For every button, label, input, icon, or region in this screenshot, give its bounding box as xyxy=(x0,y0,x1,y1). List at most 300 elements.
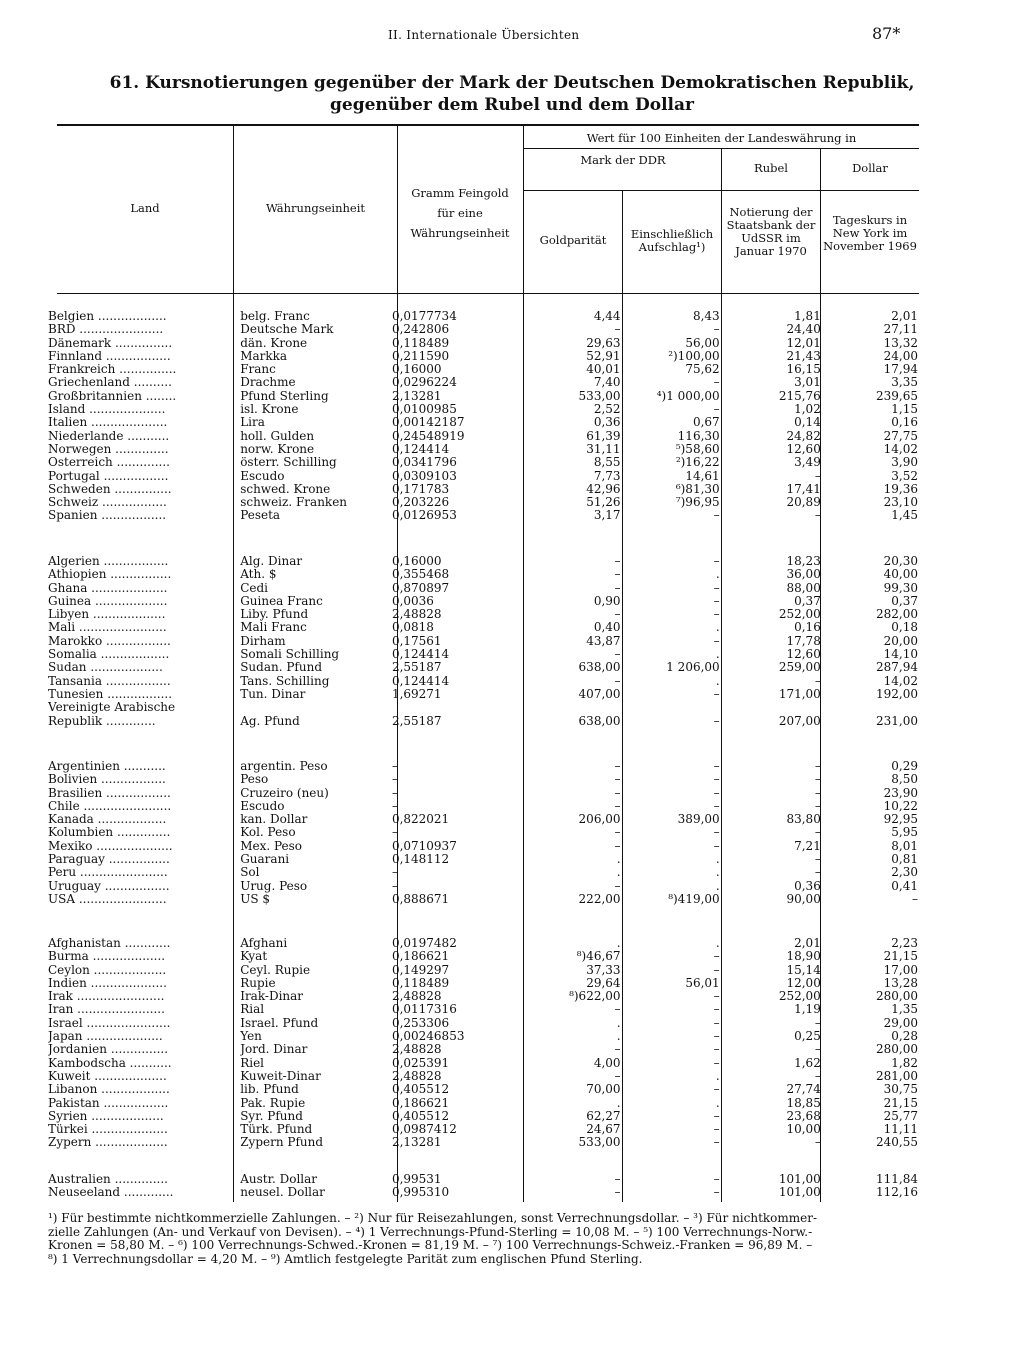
gramm-cell: – xyxy=(391,786,398,800)
goldparitaet-cell: – xyxy=(614,323,621,337)
goldparitaet-cell: . xyxy=(616,937,621,950)
gramm-cell: 0,995310 xyxy=(391,1186,450,1200)
title-line-1: 61. Kursnotierungen gegenüber der Mark der Deutschen Demokratischen Republik, xyxy=(109,73,915,93)
rubel-cell: 0,36 xyxy=(794,879,821,893)
land-cell: Irak ....................... xyxy=(48,990,165,1004)
dollar-cell: 2,01 xyxy=(891,310,918,323)
table-row xyxy=(48,1136,918,1149)
waehrung-cell: Kyat xyxy=(240,950,268,964)
aufschlag-cell: 1 206,00 xyxy=(666,661,720,675)
waehrung-cell: isl. Krone xyxy=(240,403,299,417)
rubel-cell: – xyxy=(814,469,821,483)
table-row xyxy=(48,787,918,800)
goldparitaet-cell: 62,27 xyxy=(586,1109,621,1123)
table-title xyxy=(0,72,1024,116)
goldparitaet-cell: 61,39 xyxy=(586,429,621,443)
waehrung-cell: Mex. Peso xyxy=(240,839,303,853)
dollar-cell: 23,90 xyxy=(883,786,918,800)
rubel-cell: 27,74 xyxy=(786,1083,821,1097)
land-cell: Norwegen .............. xyxy=(48,442,169,456)
waehrung-cell: Kuweit-Dinar xyxy=(240,1069,321,1083)
waehrung-cell: schwed. Krone xyxy=(240,482,331,496)
goldparitaet-cell: – xyxy=(614,1173,621,1186)
waehrung-cell xyxy=(240,701,392,714)
title-line-2: gegenüber dem Rubel und dem Dollar xyxy=(330,95,694,115)
waehrung-cell: Peseta xyxy=(240,509,281,523)
col-header-gramm: Gramm Feingold für eine Währungseinheit xyxy=(410,186,510,240)
goldparitaet-cell: – xyxy=(614,648,621,662)
gramm-cell: 0,99531 xyxy=(391,1173,442,1186)
waehrung-cell: Cedi xyxy=(240,581,269,595)
goldparitaet-cell: 37,33 xyxy=(586,963,621,977)
land-cell: BRD ...................... xyxy=(48,323,164,337)
table-row xyxy=(48,866,918,879)
waehrung-cell: lib. Pfund xyxy=(240,1083,299,1097)
table-row xyxy=(48,483,918,496)
rubel-cell: 215,76 xyxy=(778,389,821,403)
footnote-line: ¹) Für bestimmte nichtkommerzielle Zahlungen. – ²) Nur für Reisezahlungen, sonst Verrechnungsdollar. – ³) Für nichtkommer- xyxy=(48,1211,818,1225)
goldparitaet-cell: 0,40 xyxy=(593,621,621,635)
rubel-cell: – xyxy=(814,1043,821,1057)
table-row xyxy=(48,1057,918,1070)
waehrung-cell: Rupie xyxy=(240,976,276,990)
rubel-cell: 15,14 xyxy=(786,963,821,977)
aufschlag-cell: 0,67 xyxy=(692,416,720,430)
aufschlag-cell: – xyxy=(713,634,720,648)
dollar-cell: 20,30 xyxy=(883,555,918,568)
gramm-cell: 0,16000 xyxy=(391,363,442,377)
aufschlag-cell: – xyxy=(713,1030,720,1044)
aufschlag-cell: 116,30 xyxy=(677,429,720,443)
goldparitaet-cell: 31,11 xyxy=(586,442,621,456)
aufschlag-cell: 8,43 xyxy=(692,310,720,323)
table-row xyxy=(48,430,918,443)
aufschlag-cell: – xyxy=(713,1083,720,1097)
land-cell: Iran ....................... xyxy=(48,1003,165,1017)
waehrung-cell: dän. Krone xyxy=(240,336,308,350)
land-cell: Österreich .............. xyxy=(48,456,170,470)
land-cell: Uruguay ................. xyxy=(48,879,170,893)
land-cell: Ghana .................... xyxy=(48,581,168,595)
gramm-cell: 0,00142187 xyxy=(391,416,465,430)
waehrung-cell: Markka xyxy=(240,349,288,363)
table-row xyxy=(48,1097,918,1110)
land-cell: Burma ................... xyxy=(48,950,166,964)
rubel-cell: 252,00 xyxy=(778,990,821,1004)
aufschlag-cell: . xyxy=(715,568,720,582)
waehrung-cell: Lira xyxy=(240,416,265,430)
table-row xyxy=(48,701,918,714)
rubel-cell: 16,15 xyxy=(786,363,821,377)
land-cell: Syrien ................... xyxy=(48,1109,164,1123)
land-cell: Guinea ................... xyxy=(48,594,168,608)
land-cell: Kanada .................. xyxy=(48,813,167,827)
rubel-cell: – xyxy=(814,1069,821,1083)
gramm-cell: 2,55187 xyxy=(391,714,442,728)
waehrung-cell: Austr. Dollar xyxy=(240,1173,318,1186)
gramm-cell: 2,55187 xyxy=(391,661,442,675)
land-cell: Australien .............. xyxy=(48,1173,168,1186)
goldparitaet-cell: 638,00 xyxy=(578,661,621,675)
land-cell: Paraguay ................ xyxy=(48,853,170,867)
waehrung-cell: Kol. Peso xyxy=(240,826,296,840)
aufschlag-cell: . xyxy=(715,674,720,688)
gramm-cell: – xyxy=(391,773,398,787)
table-row xyxy=(48,675,918,688)
gramm-cell: 0,118489 xyxy=(391,976,450,990)
waehrung-cell: US $ xyxy=(240,892,270,906)
dollar-cell: 0,81 xyxy=(891,853,918,867)
aufschlag-cell: – xyxy=(713,799,720,813)
table-row xyxy=(48,688,918,701)
aufschlag-cell: – xyxy=(713,963,720,977)
col-header-notierung: Notierung der Staatsbank der UdSSR im Januar 1970 xyxy=(726,205,816,258)
gramm-cell: 0,0341796 xyxy=(391,456,457,470)
table-group-oceania xyxy=(48,1173,918,1200)
gramm-cell: 2,48828 xyxy=(391,608,442,622)
waehrung-cell: Peso xyxy=(240,773,269,787)
land-cell: Peru ....................... xyxy=(48,866,168,880)
land-cell: Vereinigte Arabische xyxy=(48,701,176,715)
aufschlag-cell: ⁷)96,95 xyxy=(675,496,720,510)
aufschlag-cell: – xyxy=(713,1186,720,1200)
table-row xyxy=(48,853,918,866)
col-header-waehrung: Währungseinheit xyxy=(265,201,366,215)
aufschlag-cell: – xyxy=(713,826,720,840)
dollar-cell: 0,28 xyxy=(891,1030,918,1044)
waehrung-cell: Liby. Pfund xyxy=(240,608,309,622)
table-row xyxy=(48,950,918,963)
aufschlag-cell: – xyxy=(713,687,720,701)
aufschlag-cell: – xyxy=(713,1016,720,1030)
dollar-cell: 92,95 xyxy=(883,813,918,827)
dollar-cell: 0,37 xyxy=(891,594,918,608)
rubel-cell: 1,62 xyxy=(794,1056,821,1070)
aufschlag-cell: – xyxy=(713,555,720,568)
table-row xyxy=(48,416,918,429)
land-cell: Tunesien ................. xyxy=(48,687,173,701)
land-cell: Israel ...................... xyxy=(48,1016,171,1030)
col-header-land: Land xyxy=(130,201,160,215)
table-row xyxy=(48,715,918,728)
waehrung-cell: Urug. Peso xyxy=(240,879,308,893)
waehrung-cell: Pfund Sterling xyxy=(240,389,329,403)
aufschlag-cell: . xyxy=(715,648,720,662)
goldparitaet-cell: 42,96 xyxy=(586,482,621,496)
dollar-cell: 287,94 xyxy=(876,661,918,675)
waehrung-cell: Deutsche Mark xyxy=(240,323,334,337)
aufschlag-cell: ⁵)58,60 xyxy=(675,442,720,456)
aufschlag-cell: – xyxy=(713,376,720,390)
goldparitaet-cell: 222,00 xyxy=(578,892,621,906)
rubel-cell: 20,89 xyxy=(786,496,821,510)
col-header-rubel: Rubel xyxy=(754,161,788,175)
rubel-cell: 0,37 xyxy=(794,594,821,608)
gramm-cell: 0,186621 xyxy=(391,950,450,964)
aufschlag-cell: – xyxy=(713,773,720,787)
gramm-cell: 2,48828 xyxy=(391,1043,442,1057)
goldparitaet-cell: 70,00 xyxy=(586,1083,621,1097)
aufschlag-cell: . xyxy=(715,1096,720,1110)
gramm-cell: 0,118489 xyxy=(391,336,450,350)
rubel-cell: 83,80 xyxy=(786,813,821,827)
aufschlag-cell: ⁴)1 000,00 xyxy=(656,389,720,403)
dollar-cell: 20,00 xyxy=(883,634,918,648)
table-row xyxy=(48,350,918,363)
gramm-cell: 0,124414 xyxy=(391,648,450,662)
land-cell: Niederlande ........... xyxy=(48,429,170,443)
aufschlag-cell: – xyxy=(713,323,720,337)
gramm-cell: 0,186621 xyxy=(391,1096,450,1110)
gramm-cell: 0,171783 xyxy=(391,482,450,496)
gramm-cell: 0,405512 xyxy=(391,1083,450,1097)
waehrung-cell: belg. Franc xyxy=(240,310,310,323)
aufschlag-cell: 75,62 xyxy=(685,363,720,377)
table-row xyxy=(48,1083,918,1096)
goldparitaet-cell: – xyxy=(614,568,621,582)
rubel-cell: – xyxy=(814,760,821,773)
rubel-cell: 0,14 xyxy=(794,416,821,430)
gramm-cell: 0,148112 xyxy=(391,853,450,867)
rubel-cell: 1,02 xyxy=(794,403,821,417)
gramm-cell: 0,17561 xyxy=(391,634,442,648)
header-bottom-rule xyxy=(57,293,919,294)
rubel-cell: 3,49 xyxy=(794,456,821,470)
rubel-cell: 18,23 xyxy=(786,555,821,568)
dollar-cell xyxy=(821,701,918,714)
goldparitaet-cell: – xyxy=(614,760,621,773)
rubel-cell: – xyxy=(814,674,821,688)
gramm-cell: 0,0100985 xyxy=(391,403,457,417)
waehrung-cell: kan. Dollar xyxy=(240,813,308,827)
dollar-cell: 30,75 xyxy=(883,1083,918,1097)
dollar-cell: 17,94 xyxy=(883,363,918,377)
dollar-cell: 111,84 xyxy=(876,1173,918,1186)
goldparitaet-cell: 4,44 xyxy=(593,310,621,323)
gramm-cell: 0,870897 xyxy=(391,581,450,595)
aufschlag-cell: – xyxy=(713,839,720,853)
goldparitaet-cell: 7,40 xyxy=(593,376,621,390)
gramm-cell: 0,124414 xyxy=(391,442,450,456)
land-cell: Jordanien ............... xyxy=(48,1043,169,1057)
rubel-cell: – xyxy=(814,853,821,867)
table-row xyxy=(48,1017,918,1030)
rubel-cell: 24,40 xyxy=(786,323,821,337)
table-row xyxy=(48,661,918,674)
land-cell: Portugal ................. xyxy=(48,469,169,483)
gramm-cell: – xyxy=(391,799,398,813)
goldparitaet-cell: 638,00 xyxy=(578,714,621,728)
table-row xyxy=(48,390,918,403)
gramm-cell: 0,203226 xyxy=(391,496,450,510)
goldparitaet-cell: – xyxy=(614,773,621,787)
goldparitaet-cell: 40,01 xyxy=(586,363,621,377)
waehrung-cell: Escudo xyxy=(240,469,285,483)
waehrung-cell: Äth. $ xyxy=(240,568,277,582)
aufschlag-cell: – xyxy=(713,1173,720,1186)
goldparitaet-cell: – xyxy=(614,1186,621,1200)
land-cell: Italien .................... xyxy=(48,416,168,430)
waehrung-cell: Riel xyxy=(240,1056,265,1070)
table-row xyxy=(48,937,918,950)
land-cell: Zypern ................... xyxy=(48,1136,168,1150)
goldparitaet-cell xyxy=(521,701,620,714)
rubel-cell: 259,00 xyxy=(778,661,821,675)
land-cell: Kolumbien .............. xyxy=(48,826,171,840)
aufschlag-cell: . xyxy=(715,621,720,635)
rubel-cell: 18,90 xyxy=(786,950,821,964)
goldparitaet-cell: 7,73 xyxy=(593,469,621,483)
gramm-cell: 0,253306 xyxy=(391,1016,450,1030)
table-row xyxy=(48,977,918,990)
goldparitaet-cell: – xyxy=(614,1069,621,1083)
dollar-cell: 3,90 xyxy=(891,456,918,470)
waehrung-cell: Mali Franc xyxy=(240,621,307,635)
table-row xyxy=(48,1043,918,1056)
dollar-cell: 23,10 xyxy=(883,496,918,510)
aufschlag-cell: – xyxy=(713,403,720,417)
waehrung-cell: Drachme xyxy=(240,376,296,390)
land-cell: Somalia .................. xyxy=(48,648,170,662)
footnotes xyxy=(48,1212,923,1266)
table-row xyxy=(48,880,918,893)
goldparitaet-cell: ⁸)46,67 xyxy=(576,950,621,964)
dollar-cell: 40,00 xyxy=(883,568,918,582)
land-cell: Algerien ................. xyxy=(48,555,169,568)
rubel-cell: 101,00 xyxy=(778,1173,821,1186)
goldparitaet-cell: – xyxy=(614,839,621,853)
dollar-cell: 1,15 xyxy=(891,403,918,417)
rubel-cell: 90,00 xyxy=(786,892,821,906)
land-cell: Japan .................... xyxy=(48,1030,163,1044)
rubel-cell: 0,16 xyxy=(794,621,821,635)
gramm-cell: 2,48828 xyxy=(391,990,442,1004)
running-header: II. Internationale Übersichten xyxy=(388,28,580,42)
land-cell: Libanon .................. xyxy=(48,1083,170,1097)
table-row xyxy=(48,608,918,621)
gramm-cell: 0,00246853 xyxy=(391,1030,465,1044)
land-cell: Äthiopien ................ xyxy=(48,568,172,582)
rubel-cell: 17,41 xyxy=(786,482,821,496)
land-cell: Kuweit ................... xyxy=(48,1069,167,1083)
aufschlag-cell: 56,00 xyxy=(685,336,720,350)
rubel-cell: 207,00 xyxy=(778,714,821,728)
aufschlag-cell: 14,61 xyxy=(685,469,720,483)
goldparitaet-cell: – xyxy=(614,674,621,688)
land-cell: Neuseeland ............. xyxy=(48,1186,174,1200)
dollar-cell: 0,16 xyxy=(891,416,918,430)
col-header-gold: Goldparität xyxy=(539,233,607,247)
dollar-cell: 14,02 xyxy=(883,674,918,688)
table-row xyxy=(48,376,918,389)
land-cell: Spanien ................. xyxy=(48,509,167,523)
aufschlag-cell: – xyxy=(713,1123,720,1137)
goldparitaet-cell: 29,64 xyxy=(586,976,621,990)
land-cell: Sudan ................... xyxy=(48,661,163,675)
goldparitaet-cell: 0,90 xyxy=(593,594,621,608)
aufschlag-cell: – xyxy=(713,509,720,523)
dollar-cell: 99,30 xyxy=(883,581,918,595)
rubel-cell: 12,00 xyxy=(786,976,821,990)
goldparitaet-cell: 206,00 xyxy=(578,813,621,827)
aufschlag-cell: . xyxy=(715,879,720,893)
table-row xyxy=(48,470,918,483)
waehrung-cell: Dirham xyxy=(240,634,286,648)
rubel-cell: 21,43 xyxy=(786,349,821,363)
land-cell: Indien .................... xyxy=(48,976,167,990)
goldparitaet-cell: . xyxy=(616,866,621,880)
rubel-cell: 2,01 xyxy=(794,937,821,950)
aufschlag-cell: . xyxy=(715,866,720,880)
waehrung-cell: holl. Gulden xyxy=(240,429,315,443)
dollar-cell: 0,41 xyxy=(891,879,918,893)
table-group-america xyxy=(48,760,918,906)
goldparitaet-cell: 29,63 xyxy=(586,336,621,350)
rubel-cell: 12,60 xyxy=(786,442,821,456)
rubel-cell: 88,00 xyxy=(786,581,821,595)
col-header-wert: Wert für 100 Einheiten der Landeswährung in xyxy=(586,131,857,145)
waehrung-cell: Israel. Pfund xyxy=(240,1016,319,1030)
land-cell: Afghanistan ............ xyxy=(48,937,171,950)
dollar-cell: – xyxy=(912,892,918,906)
goldparitaet-cell: 24,67 xyxy=(586,1123,621,1137)
dollar-cell: 112,16 xyxy=(876,1186,918,1200)
table-row xyxy=(48,1123,918,1136)
rubel-cell: 23,68 xyxy=(786,1109,821,1123)
dollar-cell: 281,00 xyxy=(876,1069,918,1083)
goldparitaet-cell: – xyxy=(614,879,621,893)
goldparitaet-cell: 52,91 xyxy=(586,349,621,363)
land-cell: Frankreich ............... xyxy=(48,363,177,377)
dollar-cell: 5,95 xyxy=(891,826,918,840)
top-rule xyxy=(57,124,919,126)
land-cell: Belgien .................. xyxy=(48,310,167,323)
table-row xyxy=(48,337,918,350)
rubel-cell: – xyxy=(814,799,821,813)
goldparitaet-cell: – xyxy=(614,1043,621,1057)
gramm-cell: 0,0818 xyxy=(391,621,434,635)
rubel-cell: 24,82 xyxy=(786,429,821,443)
waehrung-cell: Pak. Rupie xyxy=(240,1096,306,1110)
aufschlag-cell: – xyxy=(713,786,720,800)
land-cell: Republik ............. xyxy=(48,714,156,728)
land-cell: Island .................... xyxy=(48,403,166,417)
goldparitaet-cell: – xyxy=(614,555,621,568)
gramm-cell: 1,69271 xyxy=(391,687,442,701)
goldparitaet-cell: 8,55 xyxy=(593,456,621,470)
dollar-cell: 2,23 xyxy=(891,937,918,950)
table-row xyxy=(48,582,918,595)
dollar-cell: 282,00 xyxy=(876,608,918,622)
aufschlag-cell: – xyxy=(713,1136,720,1150)
table-row xyxy=(48,509,918,522)
goldparitaet-cell: 43,87 xyxy=(586,634,621,648)
table-row xyxy=(48,568,918,581)
dollar-cell: 13,28 xyxy=(883,976,918,990)
aufschlag-cell: ²)16,22 xyxy=(675,456,720,470)
gramm-cell: 0,0117316 xyxy=(391,1003,457,1017)
land-cell: Tansania ................. xyxy=(48,674,171,688)
land-cell: Griechenland .......... xyxy=(48,376,172,390)
aufschlag-cell: – xyxy=(713,714,720,728)
rubel-cell: 12,60 xyxy=(786,648,821,662)
gramm-cell xyxy=(392,701,521,714)
gramm-cell: 0,16000 xyxy=(391,555,442,568)
table-row xyxy=(48,1003,918,1016)
rubel-cell: 36,00 xyxy=(786,568,821,582)
aufschlag-cell: – xyxy=(713,1043,720,1057)
waehrung-cell: norw. Krone xyxy=(240,442,315,456)
